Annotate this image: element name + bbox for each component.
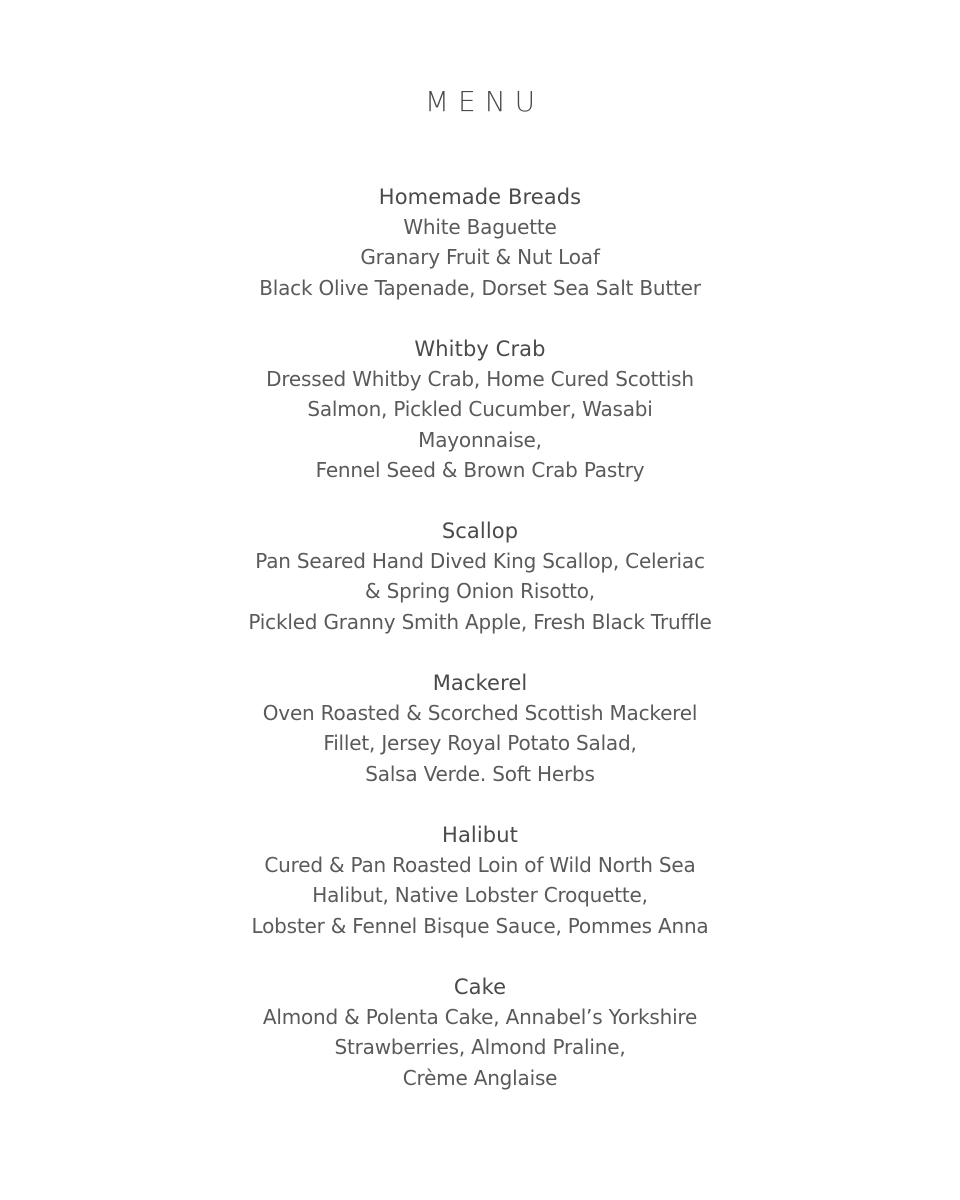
- course-mackerel: [0, 668, 960, 789]
- course-heading: Halibut: [442, 823, 518, 847]
- course-homemade-breads: [0, 182, 960, 303]
- course-heading: Homemade Breads: [378, 185, 582, 209]
- course-heading: Whitby Crab: [414, 337, 546, 361]
- course-heading: Scallop: [441, 519, 519, 543]
- course-heading: Cake: [453, 975, 507, 999]
- course-line: Black Olive Tapenade, Dorset Sea Salt Butter: [259, 275, 701, 300]
- course-heading: Mackerel: [432, 671, 528, 695]
- course-line: White Baguette: [403, 215, 557, 239]
- course-line: Granary Fruit & Nut Loaf: [360, 245, 600, 270]
- course-line: Fillet, Jersey Royal Potato Salad,: [323, 731, 637, 756]
- course-line: Halibut, Native Lobster Croquette,: [312, 883, 648, 908]
- course-line: Salmon, Pickled Cucumber, Wasabi: [307, 397, 653, 422]
- course-line: Lobster & Fennel Bisque Sauce, Pommes Anna: [251, 913, 709, 938]
- course-line: & Spring Onion Risotto,: [365, 579, 595, 604]
- course-line: Dressed Whitby Crab, Home Cured Scottish: [266, 367, 694, 391]
- course-cake: [0, 972, 960, 1093]
- course-line: Strawberries, Almond Praline,: [334, 1035, 626, 1060]
- course-line: Pan Seared Hand Dived King Scallop, Celeriac: [255, 549, 705, 573]
- course-line: Almond & Polenta Cake, Annabel’s Yorkshire: [262, 1005, 698, 1029]
- course-line: Fennel Seed & Brown Crab Pastry: [315, 458, 645, 483]
- course-line: Crème Anglaise: [402, 1065, 558, 1090]
- menu-title: MENU: [424, 85, 545, 118]
- course-whitby-crab: [0, 334, 960, 486]
- course-halibut: [0, 820, 960, 941]
- course-scallop: [0, 516, 960, 637]
- course-line: Mayonnaise,: [418, 427, 542, 452]
- course-line: Cured & Pan Roasted Loin of Wild North Sea: [264, 853, 696, 877]
- course-line: Salsa Verde. Soft Herbs: [365, 761, 595, 786]
- course-line: Pickled Granny Smith Apple, Fresh Black Truffle: [248, 609, 712, 634]
- course-line: Oven Roasted & Scorched Scottish Mackerel: [262, 701, 698, 725]
